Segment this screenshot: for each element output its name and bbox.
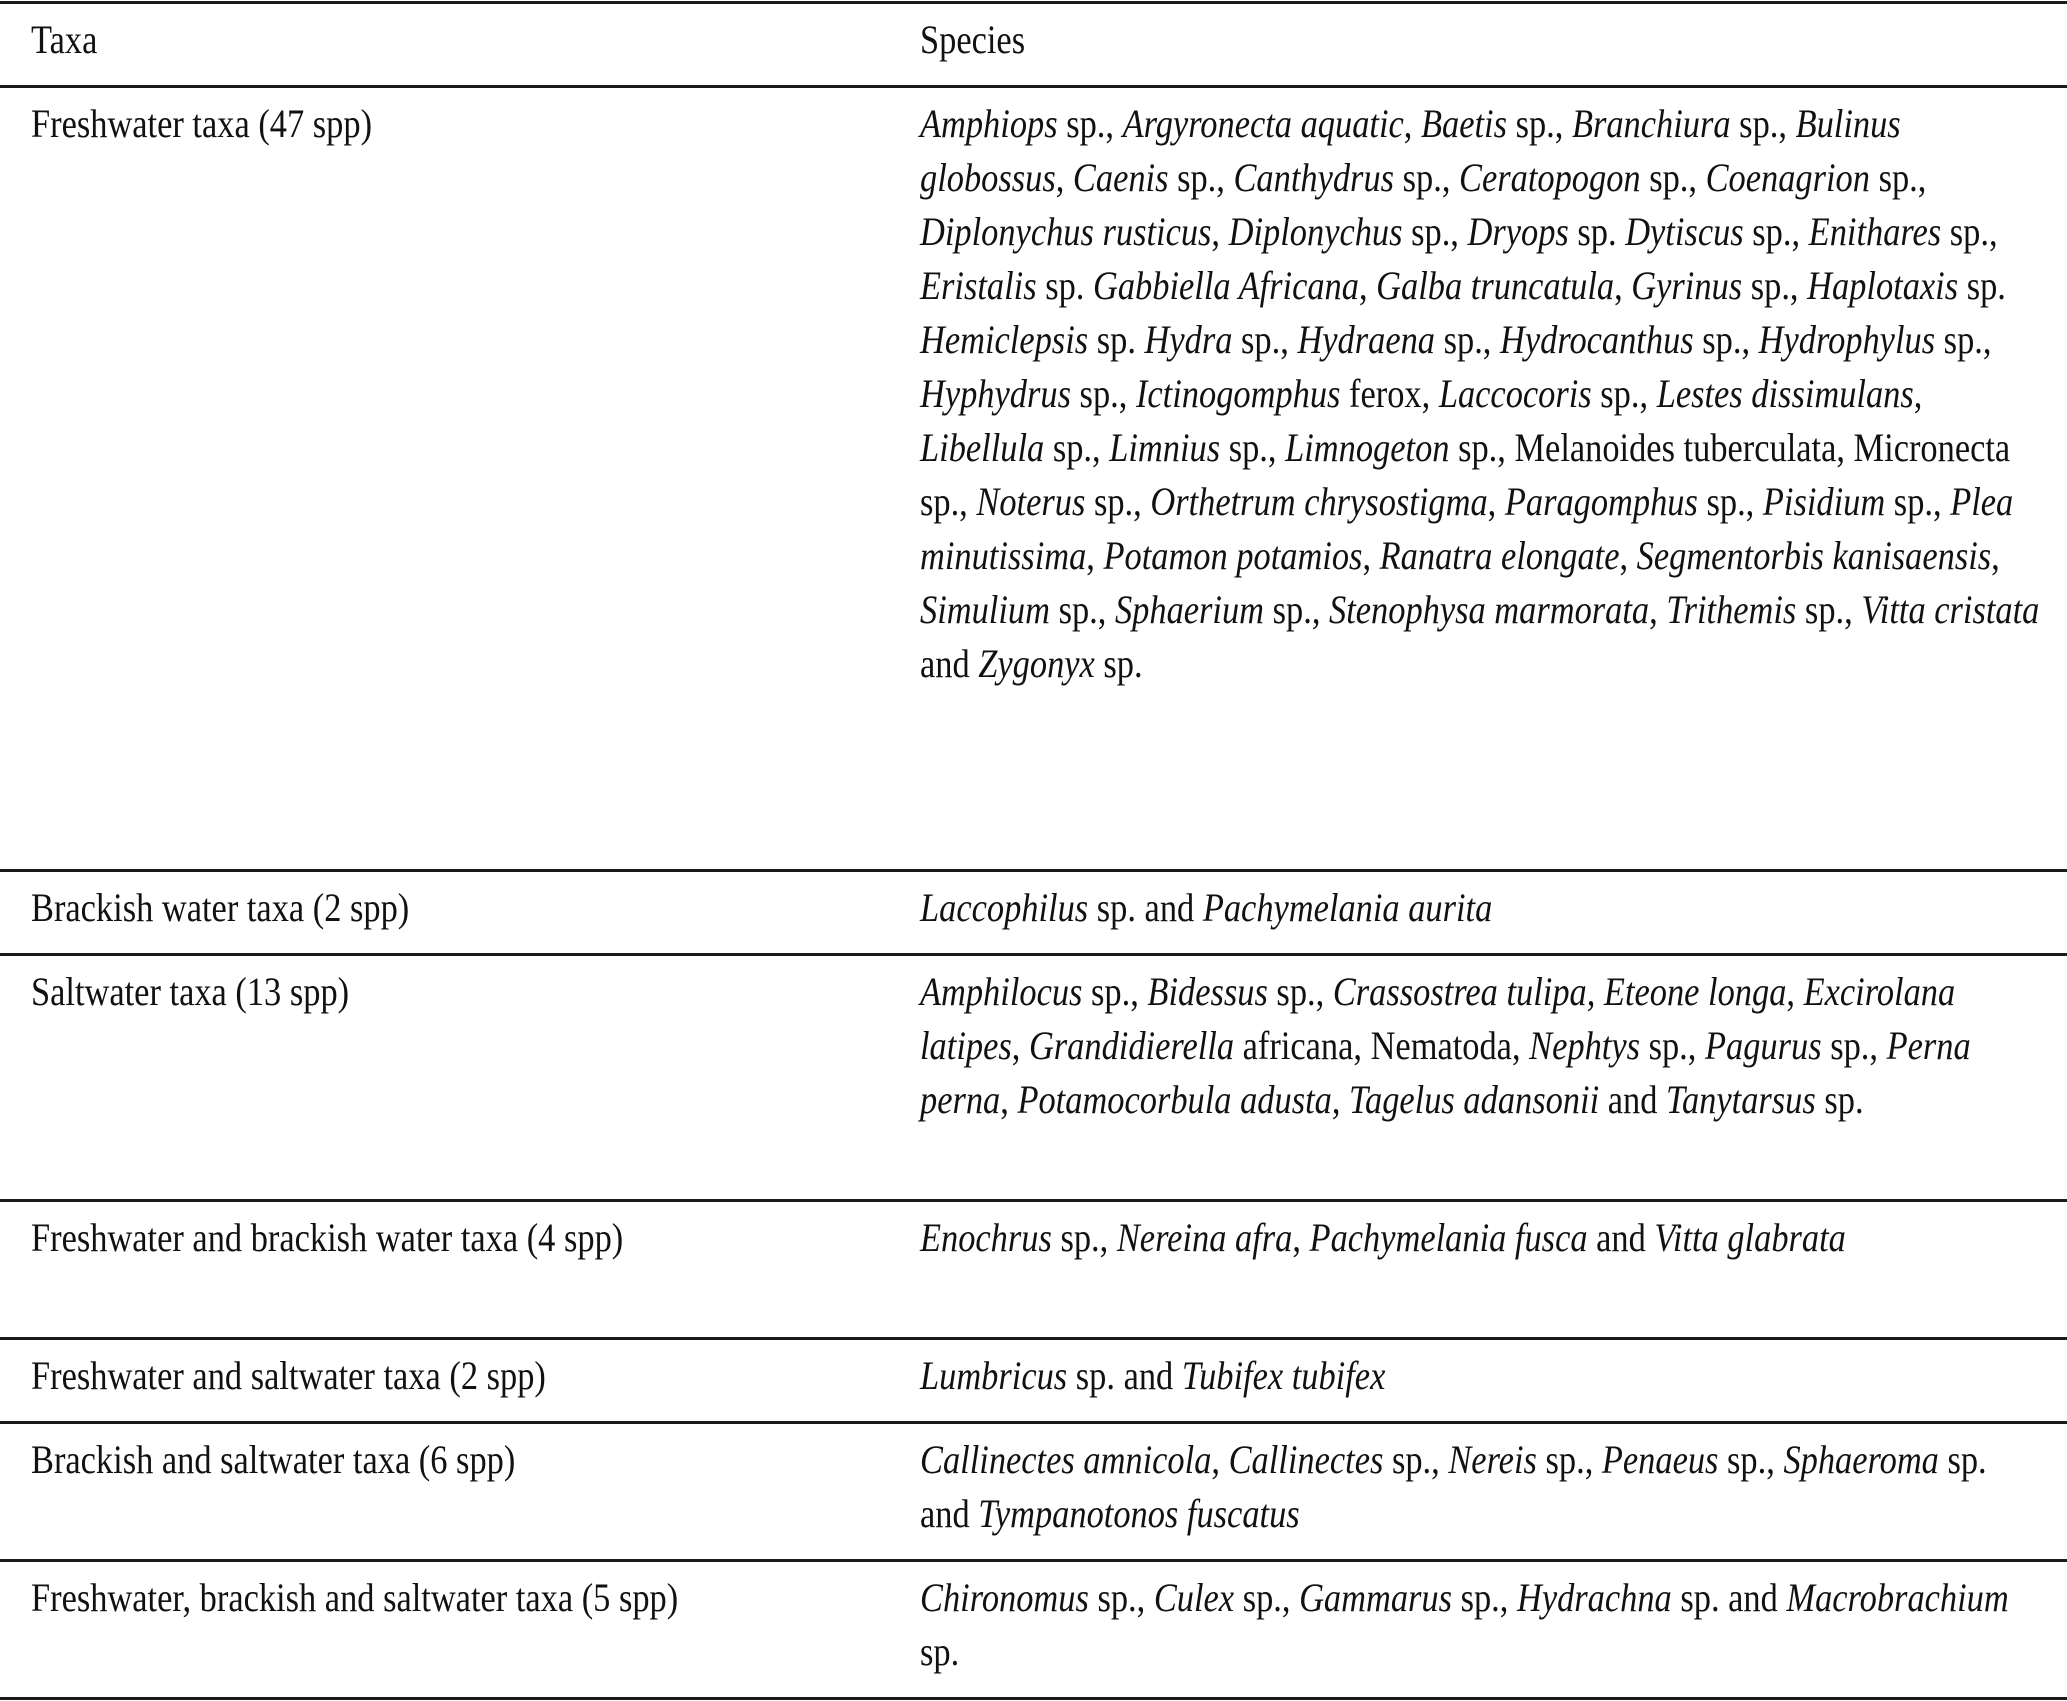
species-connector: sp. (1815, 1077, 1864, 1122)
taxa-label: Brackish and saltwater taxa (6 spp) (31, 1437, 516, 1482)
species-name: Macrobrachium (1786, 1575, 2009, 1620)
species-name: Enochrus (920, 1215, 1052, 1260)
species-name: Haplotaxis (1807, 263, 1959, 308)
header-taxa (31, 13, 971, 67)
species-connector: sp., (1796, 587, 1862, 632)
species-connector: , (1011, 1023, 1029, 1068)
table-row-5-species (920, 1433, 2040, 1541)
species-connector: sp. (1568, 209, 1626, 254)
species-name: Diplonychus (1228, 209, 1403, 254)
species-list (920, 1349, 2040, 1403)
species-name: Hydrocanthus (1500, 317, 1694, 362)
species-connector: sp., (1935, 317, 1992, 362)
species-connector: sp., (1168, 155, 1234, 200)
species-connector: , (1913, 371, 1923, 416)
species-name: Canthydrus (1233, 155, 1395, 200)
species-connector: sp., (1941, 209, 1998, 254)
species-name: Chironomus (920, 1575, 1089, 1620)
species-connector: africana, Nematoda, (1234, 1023, 1530, 1068)
species-connector: , (1086, 533, 1104, 578)
species-name: Noterus (976, 479, 1086, 524)
species-connector: and (920, 641, 979, 686)
species-connector: sp. and (1067, 1353, 1182, 1398)
table-row-1-taxa (31, 881, 971, 935)
species-name: Gabbiella Africana (1093, 263, 1359, 308)
species-connector: sp., (1267, 969, 1333, 1014)
table-row-0-species (920, 97, 2040, 691)
species-connector: sp. (1088, 317, 1145, 362)
species-connector: sp. and (1088, 885, 1203, 930)
species-name: Callinectes amnicola (920, 1437, 1212, 1482)
species-list (920, 97, 2040, 691)
species-name: Perna perna (920, 1023, 1971, 1122)
species-connector: sp., (1639, 1023, 1705, 1068)
species-name: Argyronecta aquatic (1122, 101, 1404, 146)
species-name: Bulinus globossus (920, 101, 1901, 200)
species-connector: sp., (1394, 155, 1460, 200)
species-name: Gammarus (1299, 1575, 1452, 1620)
species-connector: , (1487, 479, 1505, 524)
species-name: Potamon potamios (1103, 533, 1363, 578)
species-name: Caenis (1072, 155, 1169, 200)
species-connector: sp., (1082, 969, 1148, 1014)
species-name: Sphaerium (1114, 587, 1265, 632)
species-connector: sp., (1049, 587, 1115, 632)
species-name: Sphaeroma (1783, 1437, 1939, 1482)
species-name: Crassostrea tulipa, Eteone longa (1332, 969, 1787, 1014)
taxa-label: Freshwater and brackish water taxa (4 spp) (31, 1215, 624, 1260)
species-connector: sp., (1869, 155, 1927, 200)
species-connector: sp., (1220, 425, 1286, 470)
species-name: Nereis (1448, 1437, 1537, 1482)
species-connector: sp., (1402, 209, 1468, 254)
species-connector: sp. (1958, 263, 2006, 308)
header-species-label: Species (920, 17, 1026, 62)
taxa-label: Brackish water taxa (2 spp) (31, 885, 410, 930)
species-name: Galba truncatula (1376, 263, 1615, 308)
species-name: Simulium (920, 587, 1050, 632)
species-connector: sp., (1383, 1437, 1449, 1482)
row-rule (0, 1337, 2067, 1340)
header-taxa-label: Taxa (31, 17, 98, 62)
table-row-0-taxa (31, 97, 971, 151)
species-name: Nereina afra (1116, 1215, 1293, 1260)
species-connector: sp., (1697, 479, 1763, 524)
table-row-6-taxa (31, 1571, 971, 1625)
species-name: Limnius (1109, 425, 1221, 470)
table-row-6-species (920, 1571, 2040, 1679)
species-connector: sp. and (920, 1437, 1987, 1536)
species-name: Pachymelania aurita (1202, 885, 1493, 930)
species-name: Hemiclepsis (920, 317, 1089, 362)
species-connector: , (1403, 101, 1421, 146)
table-row-4-taxa (31, 1349, 971, 1403)
species-name: Vitta cristata (1861, 587, 2040, 632)
species-connector: ferox, (1340, 371, 1439, 416)
table-bottom-rule (0, 1697, 2067, 1700)
species-connector: sp., (1232, 317, 1298, 362)
species-name: Tubifex tubifex (1181, 1353, 1386, 1398)
species-list (920, 1211, 2040, 1265)
species-name: Dryops (1467, 209, 1569, 254)
species-name: Zygonyx (978, 641, 1095, 686)
species-name: Grandidierella (1028, 1023, 1235, 1068)
species-name: Orthetrum chrysostigma (1150, 479, 1488, 524)
species-connector: , (1211, 209, 1229, 254)
species-name: Eristalis (920, 263, 1037, 308)
species-name: Pachymelania fusca (1309, 1215, 1588, 1260)
species-connector: sp., (1506, 101, 1572, 146)
species-connector: sp. (920, 1629, 960, 1674)
species-name: Diplonychus rusticus (920, 209, 1212, 254)
species-connector: sp., (1070, 371, 1136, 416)
species-connector: sp., (1088, 1575, 1154, 1620)
species-connector: sp., (1435, 317, 1501, 362)
species-name: Pisidium (1762, 479, 1886, 524)
species-connector: sp., (1743, 209, 1809, 254)
species-name: Ceratopogon (1459, 155, 1641, 200)
species-connector: , (1000, 1077, 1018, 1122)
species-list (920, 1571, 2040, 1679)
species-name: Hyphydrus (920, 371, 1071, 416)
species-name: Plea minutissima (920, 479, 2014, 578)
species-connector: sp., (1536, 1437, 1602, 1482)
species-name: Limnogeton (1285, 425, 1450, 470)
species-connector: sp., (1057, 101, 1123, 146)
species-name: Bidessus (1147, 969, 1268, 1014)
species-connector: sp. and (1671, 1575, 1787, 1620)
table-row-2-species (920, 965, 2040, 1127)
species-name: Tagelus adansonii (1349, 1077, 1600, 1122)
species-connector: , (1211, 1437, 1229, 1482)
species-connector: sp., (1044, 425, 1110, 470)
species-name: Hydra (1144, 317, 1233, 362)
species-list (920, 881, 2040, 935)
species-name: Hydraena (1297, 317, 1436, 362)
table-row-5-taxa (31, 1433, 971, 1487)
taxa-label: Freshwater, brackish and saltwater taxa (5 spp) (31, 1575, 679, 1620)
species-name: Segmentorbis kanisaensis (1636, 533, 1992, 578)
species-name: Trithemis (1666, 587, 1797, 632)
species-name: Laccocoris (1438, 371, 1592, 416)
table-row-4-species (920, 1349, 2040, 1403)
species-connector: sp., (1591, 371, 1657, 416)
species-name: Potamocorbula adusta (1017, 1077, 1332, 1122)
species-connector: sp. (1036, 263, 1094, 308)
table-top-rule (0, 1, 2067, 4)
species-connector: , (1649, 587, 1667, 632)
species-name: Tanytarsus (1666, 1077, 1816, 1122)
species-name: Nephtys (1529, 1023, 1640, 1068)
species-connector: sp., (1051, 1215, 1117, 1260)
row-rule (0, 1421, 2067, 1424)
species-connector: sp., (1885, 479, 1951, 524)
taxa-label: Freshwater taxa (47 spp) (31, 101, 373, 146)
species-name: Paragomphus (1504, 479, 1698, 524)
table-row-1-species (920, 881, 2040, 935)
species-name: Culex (1153, 1575, 1235, 1620)
species-name: Amphiops (920, 101, 1058, 146)
species-connector: sp., Melanoides tuberculata, Micronecta sp., (920, 425, 2011, 524)
species-connector: sp. (1094, 641, 1143, 686)
species-name: Tympanotonos fuscatus (978, 1491, 1300, 1536)
row-rule (0, 1559, 2067, 1562)
species-name: Vitta glabrata (1654, 1215, 1846, 1260)
species-name: Penaeus (1601, 1437, 1719, 1482)
taxa-label: Saltwater taxa (13 spp) (31, 969, 350, 1014)
species-connector: and (1599, 1077, 1667, 1122)
species-connector: sp., (1821, 1023, 1887, 1068)
species-name: Branchiura (1571, 101, 1731, 146)
species-connector: , (1055, 155, 1073, 200)
species-connector: , (1614, 263, 1632, 308)
species-name: Hydrachna (1516, 1575, 1672, 1620)
species-name: Ictinogomphus (1135, 371, 1341, 416)
species-connector: sp., (1085, 479, 1151, 524)
species-connector: , (1362, 533, 1380, 578)
species-connector: , (1331, 1077, 1350, 1122)
species-name: Stenophysa marmorata (1329, 587, 1650, 632)
species-connector: sp., (1693, 317, 1759, 362)
header-species (920, 13, 2040, 67)
species-connector: sp., (1730, 101, 1796, 146)
species-name: Callinectes (1228, 1437, 1384, 1482)
species-name: Gyrinus (1631, 263, 1743, 308)
species-connector: and (1587, 1215, 1655, 1260)
table-row-3-species (920, 1211, 2040, 1265)
row-rule (0, 953, 2067, 956)
species-name: Laccophilus (920, 885, 1089, 930)
species-connector: , (1786, 969, 1804, 1014)
species-connector: sp., (1264, 587, 1330, 632)
species-connector: , (1619, 533, 1637, 578)
species-name: Lestes dissimulans (1656, 371, 1914, 416)
species-name: Libellula (920, 425, 1045, 470)
species-connector: sp., (1234, 1575, 1300, 1620)
row-rule (0, 869, 2067, 872)
species-connector: sp., (1742, 263, 1808, 308)
species-connector: sp., (1451, 1575, 1517, 1620)
table-row-3-taxa (31, 1211, 971, 1265)
row-rule (0, 1199, 2067, 1202)
species-connector: , (1358, 263, 1377, 308)
header-rule (0, 85, 2067, 88)
species-name: Hydrophylus (1758, 317, 1936, 362)
species-name: Dytiscus (1625, 209, 1744, 254)
species-name: Lumbricus (920, 1353, 1068, 1398)
taxa-label: Freshwater and saltwater taxa (2 spp) (31, 1353, 546, 1398)
table-row-2-taxa (31, 965, 971, 1019)
species-name: Baetis (1420, 101, 1507, 146)
species-name: Excirolana latipes (920, 969, 1956, 1068)
species-name: Coenagrion (1705, 155, 1870, 200)
species-name: Ranatra elongate (1379, 533, 1620, 578)
species-list (920, 965, 2040, 1127)
species-connector: , (1991, 533, 2000, 578)
species-connector: sp., (1640, 155, 1706, 200)
species-list (920, 1433, 2040, 1541)
species-name: Enithares (1808, 209, 1942, 254)
species-name: Pagurus (1704, 1023, 1822, 1068)
species-connector: sp., (1718, 1437, 1784, 1482)
species-connector: , (1292, 1215, 1310, 1260)
species-name: Amphilocus (920, 969, 1083, 1014)
